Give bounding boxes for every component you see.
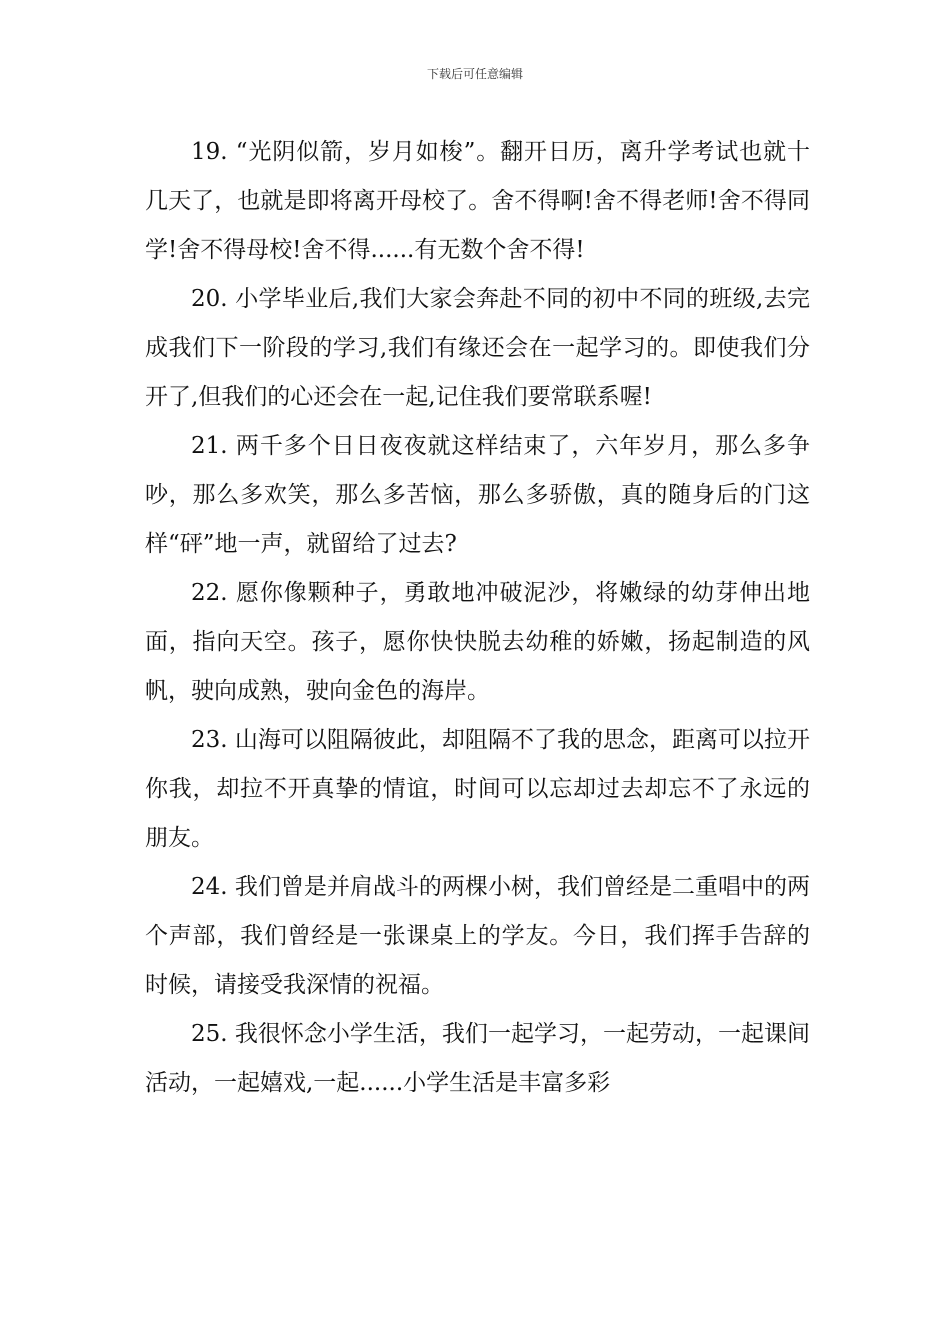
paragraph-25: 25. 我很怀念小学生活，我们一起学习，一起劳动，一起课间活动，一起嬉戏,一起......小学生活是丰富多彩 — [145, 1021, 810, 1096]
paragraph-23: 23. 山海可以阻隔彼此，却阻隔不了我的思念，距离可以拉开你我，却拉不开真挚的情谊，时间可以忘却过去却忘不了永远的朋友。 — [145, 727, 810, 851]
paragraph-21: 21. 两千多个日日夜夜就这样结束了，六年岁月，那么多争吵，那么多欢笑，那么多苦恼，那么多骄傲，真的随身后的门这样“砰”地一声，就留给了过去? — [145, 433, 810, 557]
paragraph-22: 22. 愿你像颗种子，勇敢地冲破泥沙，将嫩绿的幼芽伸出地面，指向天空。孩子，愿你快快脱去幼稚的娇嫩，扬起制造的风帆，驶向成熟，驶向金色的海岸。 — [145, 580, 810, 704]
paragraph-19: 19. “光阴似箭，岁月如梭”。翻开日历，离升学考试也就十几天了，也就是即将离开母校了。舍不得啊!舍不得老师!舍不得同学!舍不得母校!舍不得......有无数个舍不得! — [145, 139, 810, 263]
paragraph-24: 24. 我们曾是并肩战斗的两棵小树，我们曾经是二重唱中的两个声部，我们曾经是一张课桌上的学友。今日，我们挥手告辞的时候，请接受我深情的祝福。 — [145, 874, 810, 998]
header-note: 下载后可任意编辑 — [426, 67, 523, 81]
paragraph-20: 20. 小学毕业后,我们大家会奔赴不同的初中不同的班级,去完成我们下一阶段的学习,我们有缘还会在一起学习的。即使我们分开了,但我们的心还会在一起,记住我们要常联系喔! — [145, 286, 810, 410]
document-body — [145, 128, 810, 1108]
